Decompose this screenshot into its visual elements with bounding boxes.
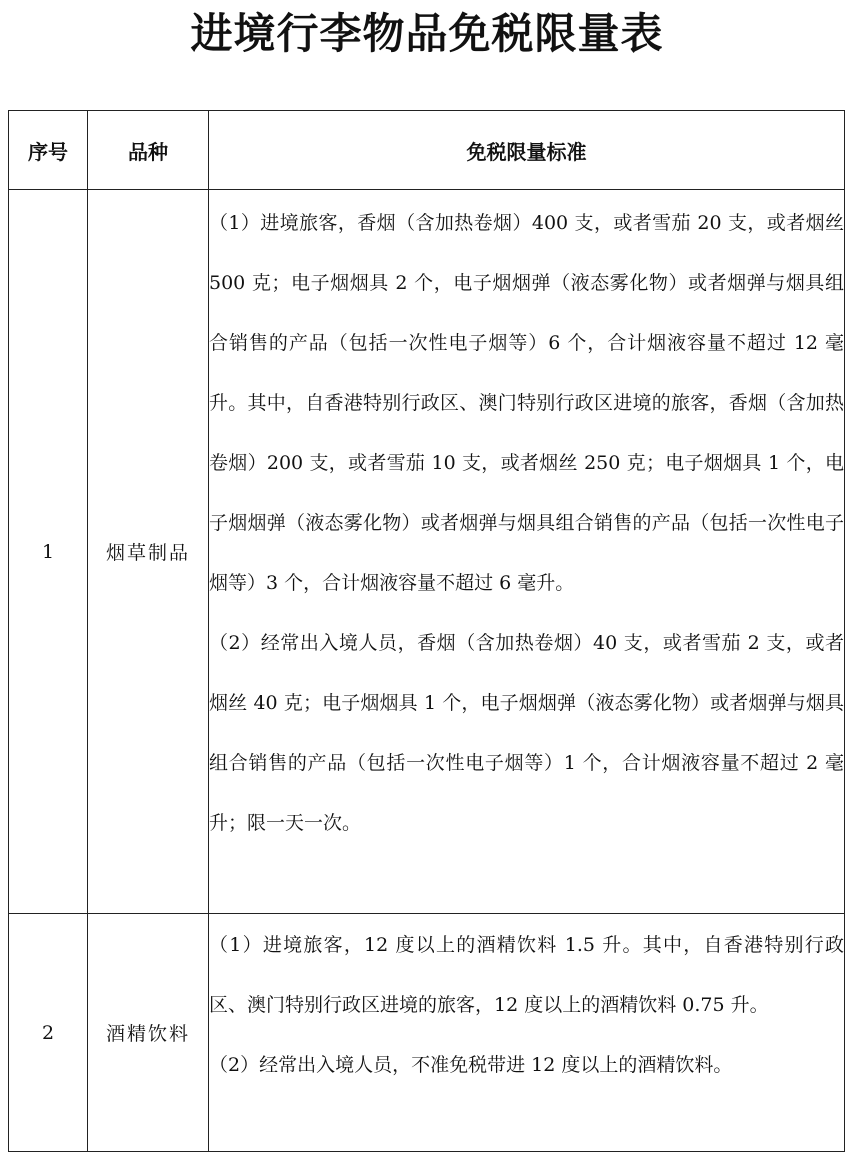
row-1-item-2: （2）经常出入境人员，香烟（含加热卷烟）40 支，或者雪茄 2 支，或者烟丝 40 克；电子烟烟具 1 个，电子烟烟弹（液态雾化物）或者烟弹与烟具组合销售的产品（包括一次性电子烟等）1 个，合计烟液容量不超过 2 毫升；限一天一次。	[209, 632, 844, 834]
row-2-number: 2	[9, 914, 88, 1152]
row-1-item-1: （1）进境旅客，香烟（含加热卷烟）400 支，或者雪茄 20 支，或者烟丝 500 克；电子烟烟具 2 个，电子烟烟弹（液态雾化物）或者烟弹与烟具组合销售的产品（包括一次性电子烟等）6 个，合计烟液容量不超过 12 毫升。其中，自香港特别行政区、澳门特别行政区进境的旅客，香烟（含加热卷烟）200 支，或者雪茄 10 支，或者烟丝 250 克；电子烟烟具 1 个，电子烟烟弹（液态雾化物）或者烟弹与烟具组合销售的产品（包括一次性电子烟等）3 个，合计烟液容量不超过 6 毫升。	[209, 212, 844, 594]
row-1-standard	[209, 190, 845, 914]
row-1-number: 1	[9, 190, 88, 914]
header-serial-number: 序号	[9, 111, 88, 190]
table-row-tobacco	[9, 190, 845, 914]
row-2-item-2: （2）经常出入境人员，不准免税带进 12 度以上的酒精饮料。	[209, 1054, 733, 1076]
table-header-row	[9, 111, 845, 190]
header-category: 品种	[88, 111, 209, 190]
table-row-alcohol	[9, 914, 845, 1152]
row-2-category: 酒精饮料	[88, 914, 209, 1152]
document-title: 进境行李物品免税限量表	[190, 9, 664, 58]
row-2-item-1: （1）进境旅客，12 度以上的酒精饮料 1.5 升。其中，自香港特别行政区、澳门特别行政区进境的旅客，12 度以上的酒精饮料 0.75 升。	[209, 934, 844, 1016]
row-2-standard	[209, 914, 845, 1152]
header-duty-free-standard: 免税限量标准	[209, 111, 845, 190]
row-1-category: 烟草制品	[88, 190, 209, 914]
duty-free-limits-table	[8, 110, 845, 1152]
